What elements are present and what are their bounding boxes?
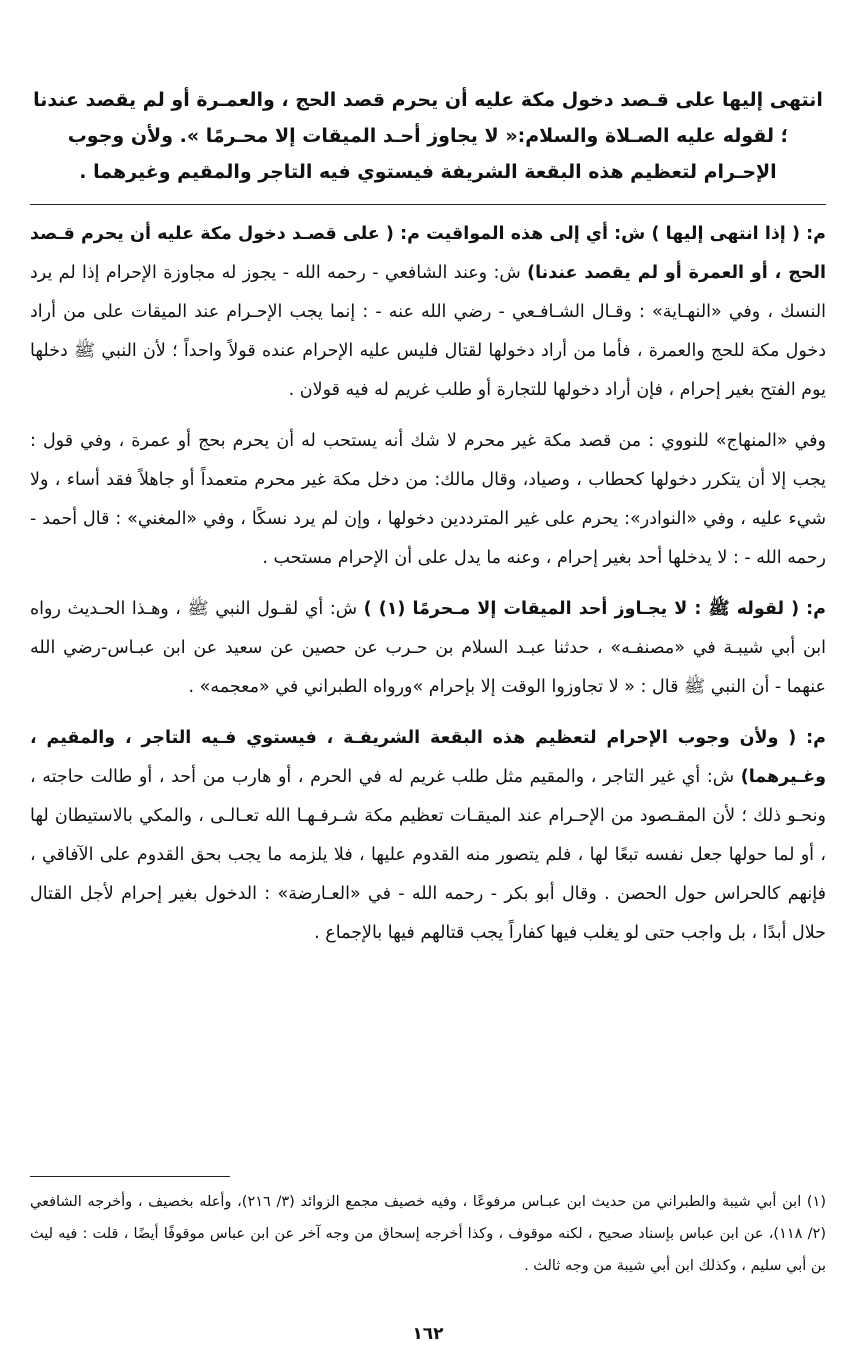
top-divider xyxy=(30,204,826,205)
footnote-divider xyxy=(30,1176,230,1177)
page xyxy=(30,82,827,1344)
paragraph-text: وفي «المنهاج» للنووي : من قصد مكة غير محرم لا شك أنه يستحب له أن يحرم بحج أو عمرة ، وفي قول : يجب إلا أن يتكرر دخولها كحطاب ، وصياد، وقال مالك: من دخل مكة غير محرم متعمداً أو جاهلاً فقد أساء ، ولا شيء عليه ، وفي «النوادر»: يحرم على غير المترددين دخولها ، وإن لم يرد نسكًا ، وفي «المغني» : قال أحمد - رحمه الله - : لا يدخلها أحد بغير إحرام ، وعنه ما يدل على أن الإحرام مستحب . xyxy=(30,431,826,568)
footnote: (١) ابن أبي شيبة والطبراني من حديث ابن عبـاس مرفوعًا ، وفيه خصيف مجمع الزوائد (٣/ ٢١٦)، وأعله بخصيف ، وأخرجه الشافعي (٢/ ١١٨)، عن ابن عباس بإسناد صحيح ، لكنه موقوف ، وكذا أخرجه إسحاق من وجه آخر عن ابن عباس موقوفًا أيضًا ، قلت : فيه ليث بن أبي سليم ، وكذلك ابن أبي شيبة من وجه ثالث . xyxy=(30,1194,827,1274)
commentary-paragraph-4 xyxy=(30,719,826,953)
paragraph-text: ش: وعند الشافعي - رحمه الله - يجوز له مجاوزة الإحرام إذا لم يرد النسك ، وفي «النهـاية» : وقـال الشـافـعي - رضي الله عنه - : إنما يجب الإحـرام عند الميقات على من أراد دخول مكة للحج والعمرة ، فأما من أراد دخولها لقتال فليس عليه الإحرام عنده قولاً واحداً ؛ لأن النبي ﷺ دخلها يوم الفتح بغير إحرام ، فإن أراد دخولها للتجارة أو طلب غريم له فيه قولان . xyxy=(30,263,826,400)
commentary-paragraph-3 xyxy=(30,590,826,707)
paragraph-lead: م: ( لقوله ﷺ : لا يجـاوز أحد الميقات إلا مـحرمًا (١) ) xyxy=(363,599,826,619)
paragraph-lead: م: ( ولأن وجوب الإحرام لتعظيم هذه البقعة الشريفـة ، فيستوي فـيه التاجر ، والمقيم ، وغـيرهما) xyxy=(30,728,826,787)
main-text-matn: انتهى إليها على قـصد دخول مكة عليه أن يحرم قصد الحج ، والعمـرة أو لم يقصد عندنا ؛ لقوله عليه الصـلاة والسلام:« لا يجاوز أحـد الميقات إلا محـرمًا ». ولأن وجوب الإحـرام لتعظيم هذه البقعة الشريفة فيستوي فيه التاجر والمقيم وغيرهما . xyxy=(33,89,823,183)
paragraph-lead: م: ( إذا انتهى إليها ) ش: أي إلى هذه المواقيت م: ( على قصـد دخول مكة عليه أن يحرم قـصد الحج ، أو العمرة أو لم يقصد عندنا) xyxy=(30,224,826,283)
page-number: ١٦٢ xyxy=(412,1324,444,1344)
commentary-paragraph-2 xyxy=(30,422,826,578)
paragraph-text: ش: أي لقـول النبي ﷺ ، وهـذا الحـديث رواه ابن أبي شيبـة في «مصنفـه» ، حدثنا عبـد السلام بن حـرب عن حصين عن سعيد عن ابن عبـاس-رضي الله عنهما - أن النبي ﷺ قال : « لا تجاوزوا الوقت إلا بإحرام »ورواه الطبراني في «معجمه» . xyxy=(30,599,826,697)
paragraph-text: ش: أي غير التاجر ، والمقيم مثل طلب غريم له في الحرم ، أو هارب من أحد ، أو طالت حاجته ، ونحـو ذلك ؛ لأن المقـصود من الإحـرام عند الميقـات تعظيم مكة شـرفـهـا الله تعـالـى ، والمكي بالاستيطان لها ، أو لما حولها جعل نفسه تبعًا لها ، فلم يتصور منه القدوم عليها ، فلا يلزمه ما يجب بحق القدوم على الآفاقي ، فإنهم كالحراس حول الحصن . وقال أبو بكر - رحمه الله - في «العـارضة» : الدخول بغير إحرام لأجل القتال حلال أبدًا ، بل واجب حتى لو يغلب فيها كفاراً يجب قتالهم فيها بالإجماع . xyxy=(30,767,826,943)
commentary-paragraph-1 xyxy=(30,215,826,410)
